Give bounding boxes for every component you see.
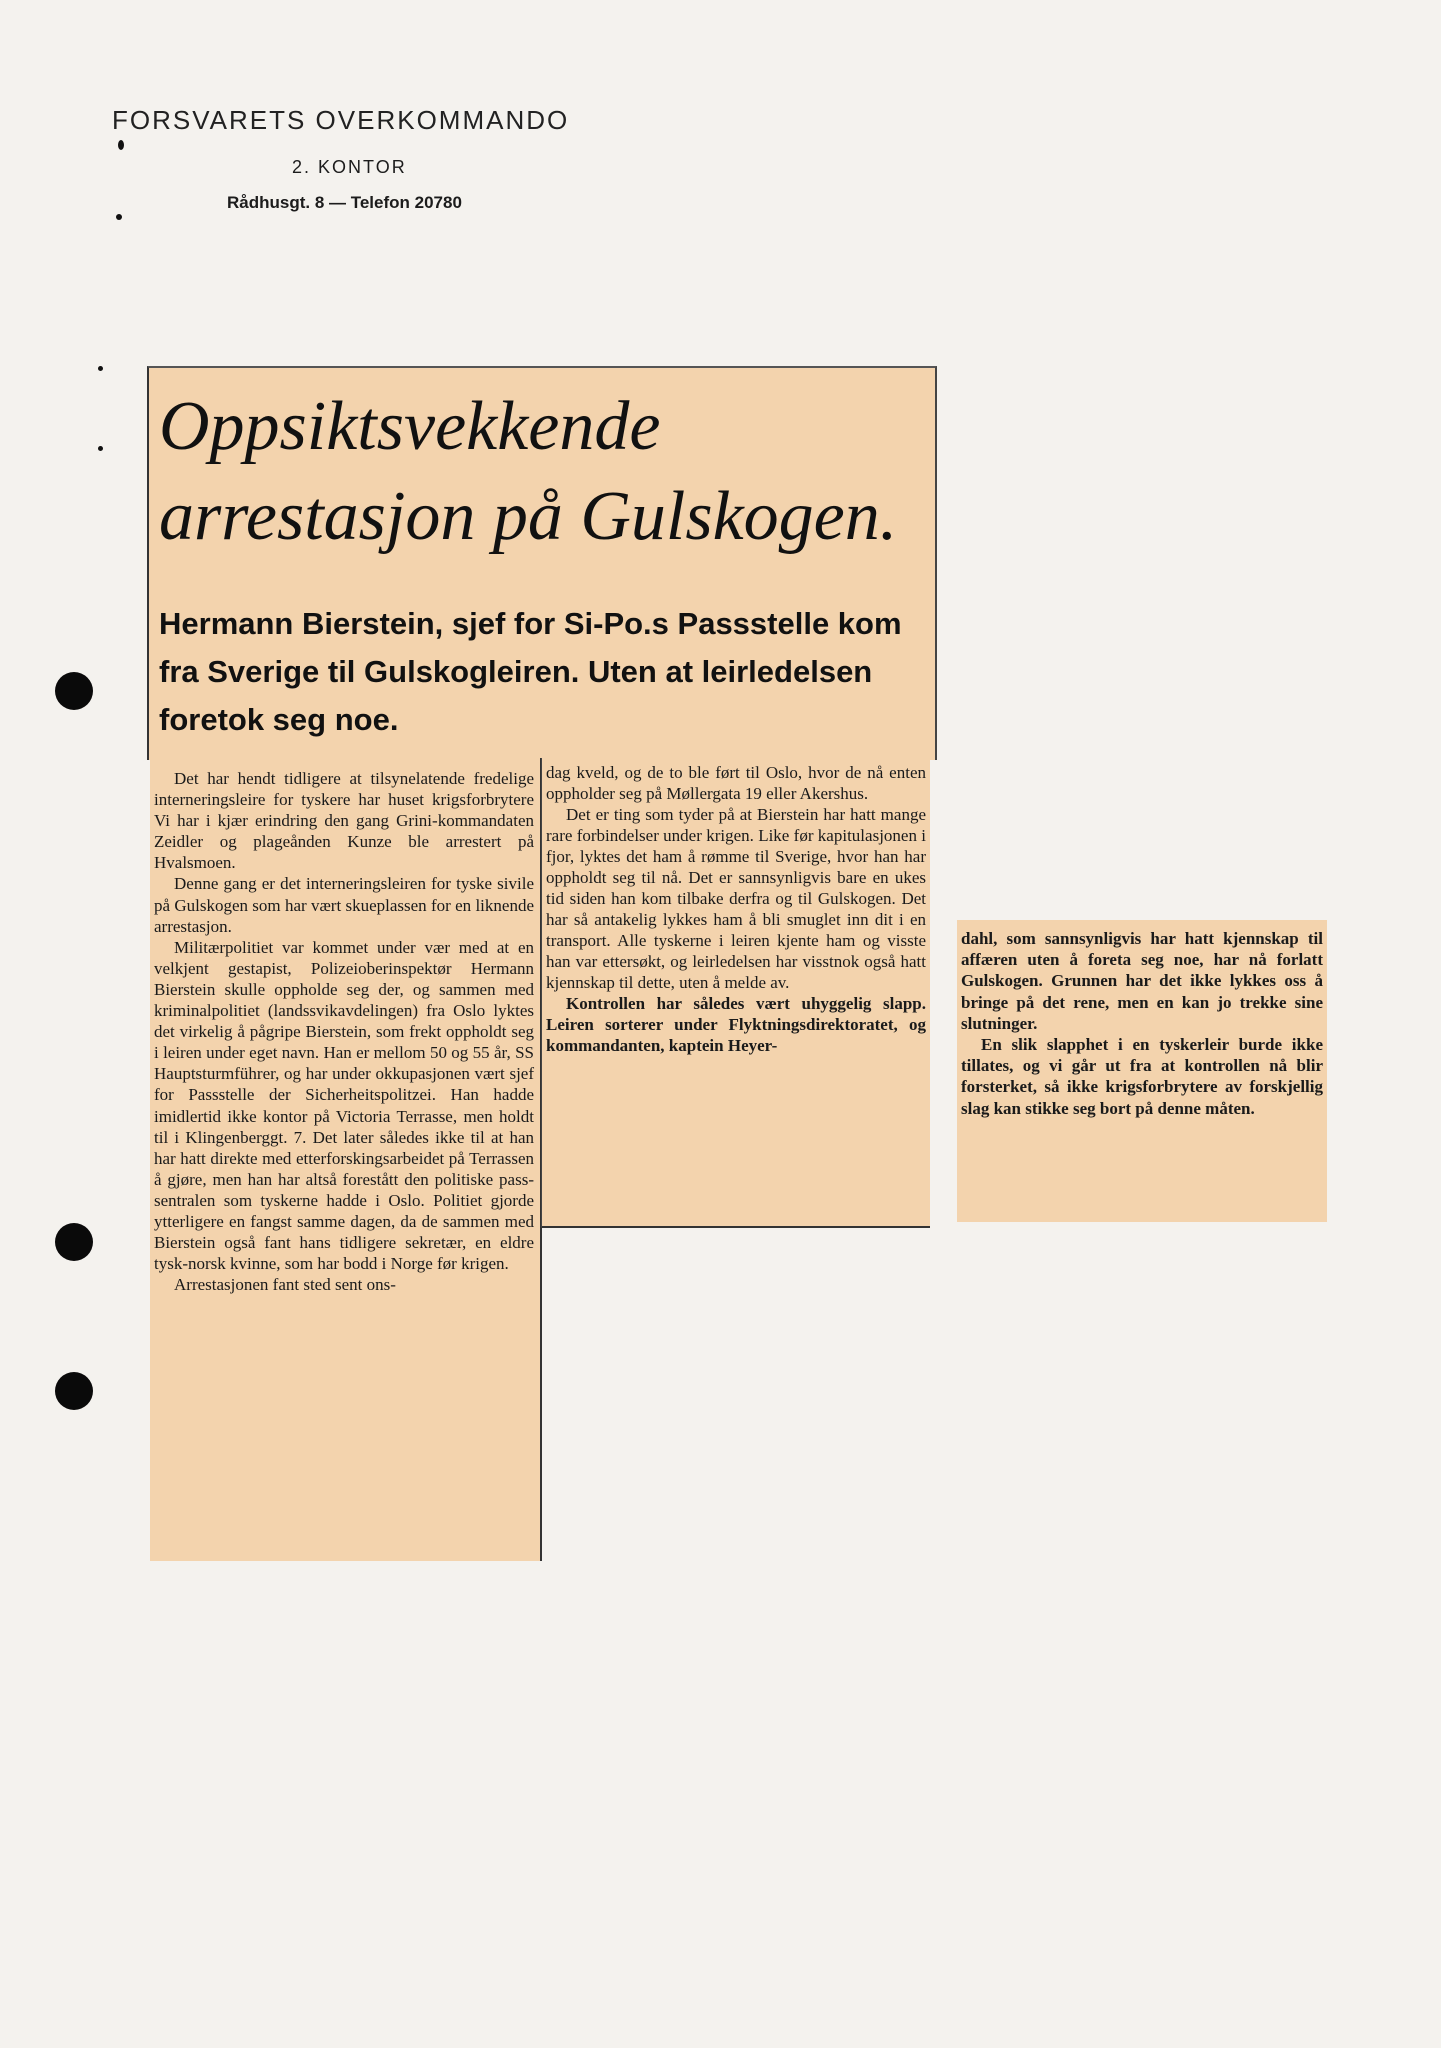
- column2-paragraph: Kontrollen har således vært uhyggelig slapp. Leiren sorterer under Flyktningsdirektoratet, og kommandanten, kaptein Heyer-: [546, 994, 926, 1055]
- column1-paragraph: Militærpolitiet var kommet under vær med at en velkjent gestapist, Polizeioberinspektør Hermann Bierstein skulle oppholde seg der, og sammen med kriminalpolitiet (landssvikavdelingen) fra Oslo lyktes det virkelig å pågripe Bierstein, som frekt oppholdt seg i leiren under eget navn. Han er mellom 50 og 55 år, SS Hauptsturmführer, og har under okkupasjonen vært sjef for Passstelle der Sicherheitspolitzei. Han hadde imidlertid ikke kontor på Victoria Terrasse, men holdt til i Klingenberggt. 7. Det later således ikke til at han har hatt direkte med etterforskingsarbeidet på Terrassen å gjøre, men han har altså forestått den politiske pass-sentralen som tyskerne hadde i Oslo. Politiet gjorde ytterligere en fangst samme dagen, da de sammen med Bierstein også fant hans tidligere sekretær, en eldre tysk-norsk kvinne, som har bodd i Norge før krigen.: [154, 937, 534, 1274]
- column1-paragraph: Denne gang er det interneringsleiren for tyske sivile på Gulskogen som har vært skueplassen for en liknende arrestasjon.: [154, 874, 534, 936]
- column2-paragraph: dag kveld, og de to ble ført til Oslo, hvor de nå enten oppholder seg på Møllergata 19 eller Akershus.: [546, 763, 926, 803]
- column3-paragraph: dahl, som sannsynligvis har hatt kjennskap til affæren uten å foreta seg noe, har nå forlatt Gulskogen. Grunnen har det ikke lykkes oss å bringe på det rene, men en kan jo trekke sine slutninger.: [961, 929, 1323, 1033]
- department-name: 2. KONTOR: [292, 157, 407, 177]
- headline-clipping: [147, 366, 937, 760]
- binder-hole: [55, 1223, 93, 1261]
- column3-paragraph: En slik slapphet i en tyskerleir burde ikke tillates, og vi går ut fra at kontrollen nå blir forsterket, så ikke krigsforbrytere av forskjellig slag kan stikke seg bort på denne måten.: [961, 1035, 1323, 1118]
- binder-hole: [55, 1372, 93, 1410]
- ink-speck: [98, 446, 103, 451]
- column1-paragraph: Arrestasjonen fant sted sent ons-: [174, 1275, 396, 1295]
- article-column-2: [541, 758, 930, 1228]
- column1-paragraph: Det har hendt tidligere at tilsynelatende fredelige interneringsleire for tyskere har huset krigsforbrytere Vi har i kjær erindring den gang Grini-kommandaten Zeidler og plageånden Kunze ble arrestert på Hvalsmoen.: [154, 769, 534, 873]
- article-subheadline: Hermann Bierstein, sjef for Si-Po.s Passstelle kom fra Sverige til Gulskogleiren. Uten at leirledelsen foretok seg noe.: [159, 606, 902, 737]
- ink-speck: [118, 140, 124, 150]
- letterhead: [112, 105, 632, 212]
- article-column-1: [150, 758, 542, 1561]
- binder-hole: [55, 672, 93, 710]
- column2-paragraph: Det er ting som tyder på at Bierstein har hatt mange rare forbindelser under krigen. Like før kapitulasjonen i fjor, lyktes det ham å rømme til Sverige, hvor han har oppholdt seg til nå. Det er sannsynligvis bare en ukes tid siden han kom tilbake derfra og til Gulskogen. Det har så antakelig lykkes ham å bli smuglet inn dit i en transport. Alle tyskerne i leiren kjente ham og visste han var ettersøkt, og leirledelsen har visstnok også hatt kjennskap til dette, uten å melde av.: [546, 805, 926, 992]
- ink-speck: [116, 214, 122, 220]
- organization-name: FORSVARETS OVERKOMMANDO: [112, 105, 570, 135]
- article-column-3: [957, 920, 1327, 1222]
- ink-speck: [98, 366, 103, 371]
- article-headline: Oppsiktsvekkende arrestasjon på Gulskogen.: [159, 388, 898, 555]
- address-line: Rådhusgt. 8 — Telefon 20780: [227, 193, 462, 212]
